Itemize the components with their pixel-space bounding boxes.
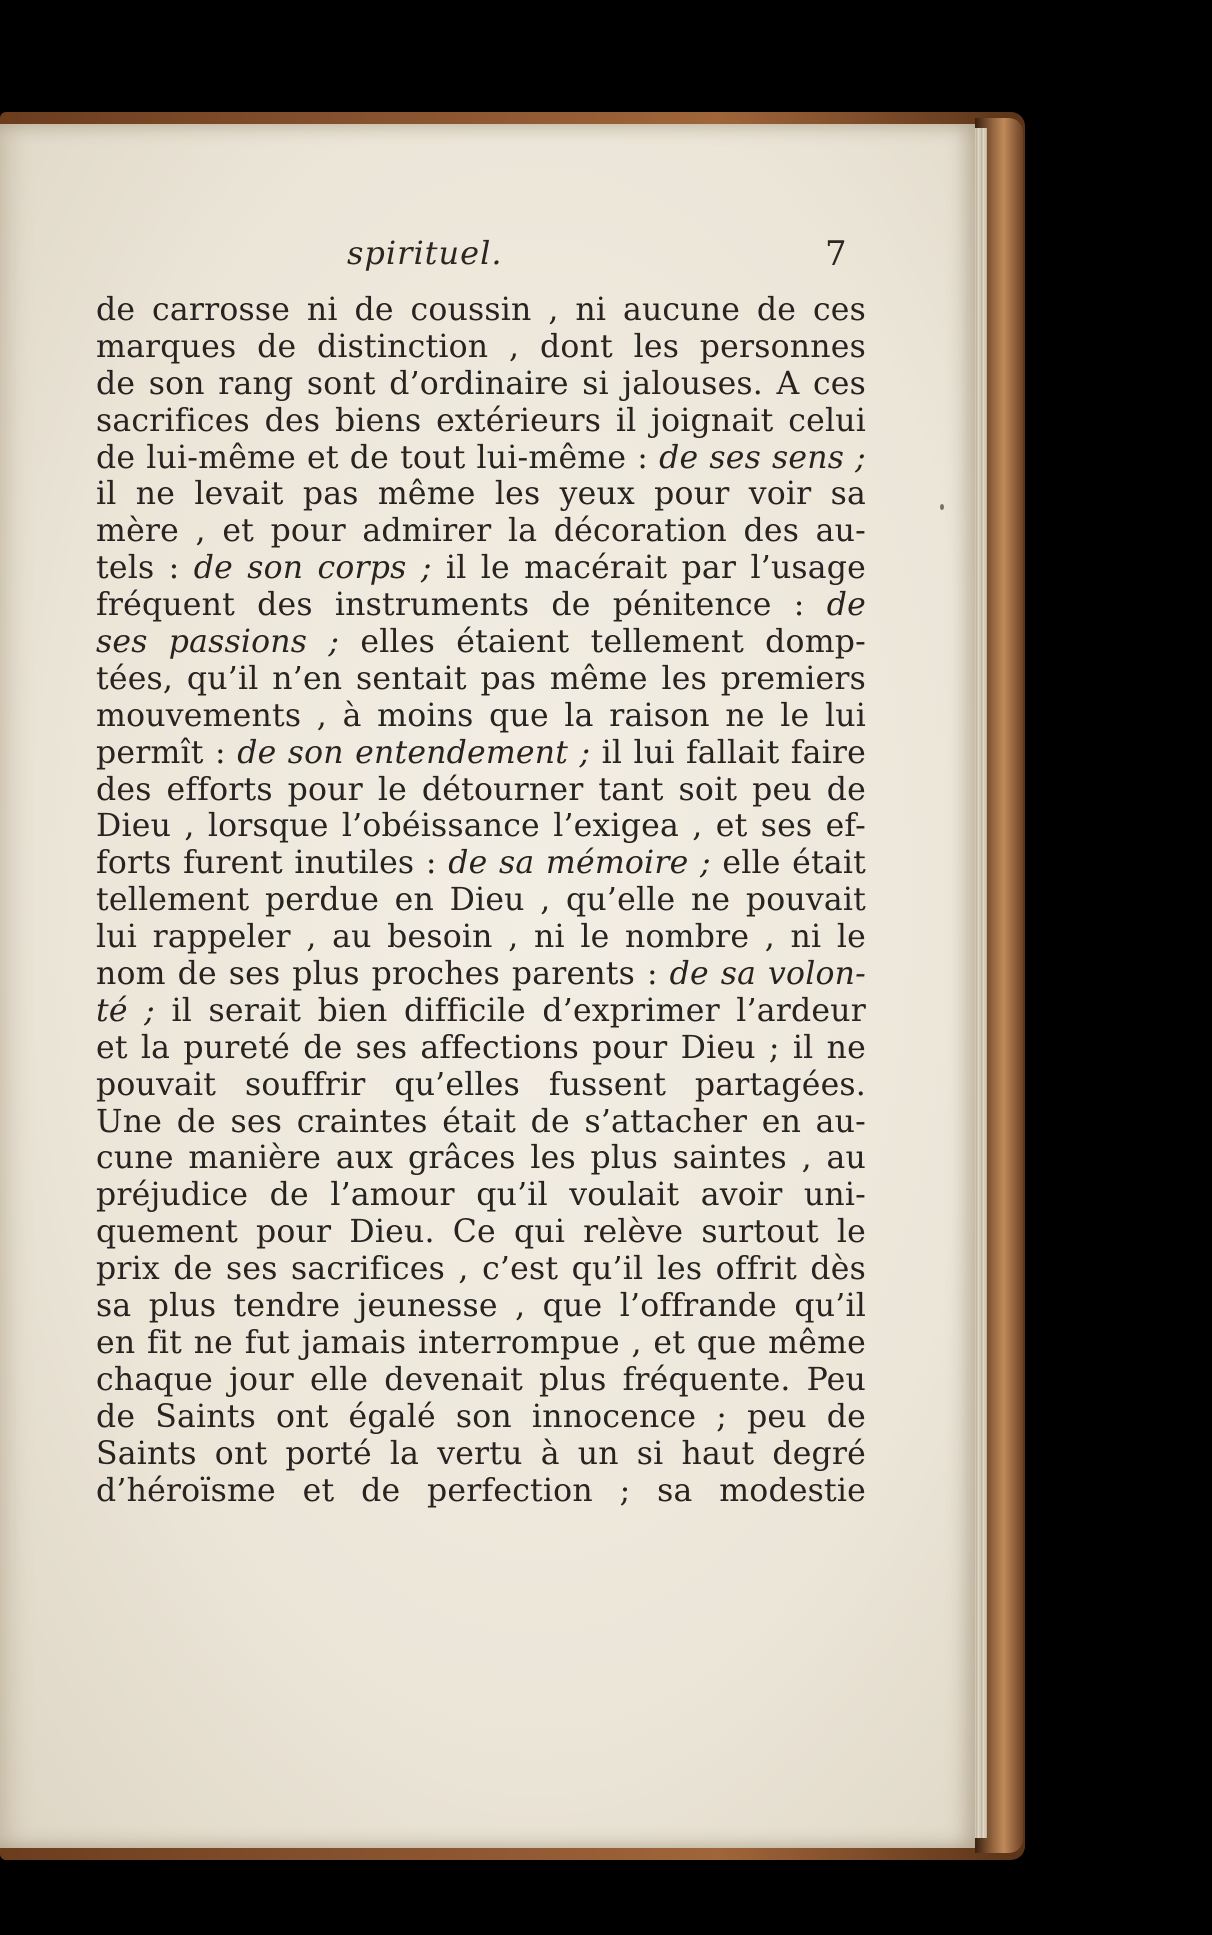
italic-segment: té ; [96, 992, 155, 1029]
italic-segment: de ses sens ; [659, 439, 866, 476]
text-segment: de lui-même et de tout lui-même : [96, 439, 660, 476]
italic-segment: de sa volon- [669, 956, 866, 993]
text-line [96, 587, 866, 624]
text-line [96, 513, 866, 550]
text-line [96, 1067, 866, 1104]
text-segment: d’héroïsme et de perfection ; sa modestie [96, 1472, 866, 1509]
text-line [96, 1177, 866, 1214]
text-segment: il le macérait par l’usage [431, 550, 866, 587]
text-line [96, 1140, 866, 1177]
text-line [96, 1251, 866, 1288]
text-line [96, 956, 866, 993]
book-page [0, 124, 975, 1848]
text-line [96, 1436, 866, 1473]
paper-speck [940, 504, 944, 510]
text-segment: sacrifices des biens extérieurs il joignait celui [96, 402, 866, 439]
text-segment: préjudice de l’amour qu’il voulait avoir uni- [96, 1177, 866, 1214]
text-segment: lui rappeler , au besoin , ni le nombre , ni le [96, 919, 866, 956]
text-line [96, 661, 866, 698]
text-segment: pouvait souffrir qu’elles fussent partagées. [96, 1066, 866, 1103]
text-line [96, 808, 866, 845]
text-segment: marques de distinction , dont les personnes [96, 328, 866, 365]
text-segment: il serait bien difficile d’exprimer l’ardeur [155, 992, 866, 1029]
text-segment: prix de ses sacrifices , c’est qu’il les offrit dès [96, 1251, 866, 1288]
italic-segment: de son entendement ; [237, 734, 591, 771]
text-line [96, 772, 866, 809]
text-segment: elle était [710, 845, 866, 882]
text-line [96, 882, 866, 919]
text-segment: fréquent des instruments de pénitence : [96, 587, 827, 624]
text-line [96, 1473, 866, 1510]
text-segment: Dieu , lorsque l’obéissance l’exigea , et ses ef- [96, 808, 866, 845]
italic-segment: de sa mémoire ; [448, 845, 711, 882]
text-line [96, 366, 866, 403]
text-line [96, 1362, 866, 1399]
text-line [96, 1288, 866, 1325]
italic-segment: de son corps ; [193, 550, 432, 587]
text-segment: nom de ses plus proches parents : [96, 956, 670, 993]
text-line [96, 550, 866, 587]
text-segment: mouvements , à moins que la raison ne le lui [96, 697, 866, 734]
text-line [96, 698, 866, 735]
text-segment: elles étaient tellement domp- [339, 624, 866, 661]
text-line [96, 292, 866, 329]
text-segment: Saints ont porté la vertu à un si haut degré [96, 1435, 866, 1472]
text-line [96, 845, 866, 882]
text-segment: mère , et pour admirer la décoration des au- [96, 513, 866, 550]
text-line [96, 993, 866, 1030]
text-segment: cune manière aux grâces les plus saintes , au [96, 1140, 866, 1177]
text-segment: permît : [96, 734, 238, 771]
text-segment: tées, qu’il n’en sentait pas même les premiers [96, 660, 866, 697]
text-segment: de Saints ont égalé son innocence ; peu de [96, 1398, 866, 1435]
text-line [96, 440, 866, 477]
text-line [96, 1399, 866, 1436]
italic-segment: ses passions ; [96, 624, 340, 661]
text-segment: il ne levait pas même les yeux pour voir sa [96, 476, 866, 513]
text-segment: il lui fallait faire [590, 734, 867, 771]
text-segment: tellement perdue en Dieu , qu’elle ne pouvait [96, 882, 866, 919]
page-header [0, 234, 975, 294]
italic-segment: de [826, 587, 866, 624]
body-text [96, 292, 866, 1509]
text-line [96, 329, 866, 366]
text-segment: chaque jour elle devenait plus fréquente. Peu [96, 1361, 866, 1398]
text-segment: tels : [96, 550, 194, 587]
text-segment: des efforts pour le détourner tant soit peu de [96, 771, 866, 808]
text-line [96, 1325, 866, 1362]
text-line [96, 476, 866, 513]
text-segment: de carrosse ni de coussin , ni aucune de ces [96, 292, 866, 328]
text-segment: quement pour Dieu. Ce qui relève surtout le [96, 1214, 866, 1251]
text-segment: forts furent inutiles : [96, 845, 449, 882]
text-segment: Une de ses craintes était de s’attacher en au- [96, 1103, 866, 1140]
text-line [96, 403, 866, 440]
running-head: spirituel. [347, 234, 503, 272]
text-line [96, 624, 866, 661]
text-segment: de son rang sont d’ordinaire si jalouses. A ces [96, 365, 866, 402]
text-line [96, 1214, 866, 1251]
page-number: 7 [825, 234, 847, 274]
text-segment: et la pureté de ses affections pour Dieu ; il ne [96, 1029, 866, 1066]
text-line [96, 735, 866, 772]
text-line [96, 1030, 866, 1067]
text-line [96, 1104, 866, 1141]
text-segment: sa plus tendre jeunesse , que l’offrande qu’il [96, 1288, 866, 1325]
text-segment: en fit ne fut jamais interrompue , et que même [96, 1324, 866, 1361]
text-line [96, 919, 866, 956]
